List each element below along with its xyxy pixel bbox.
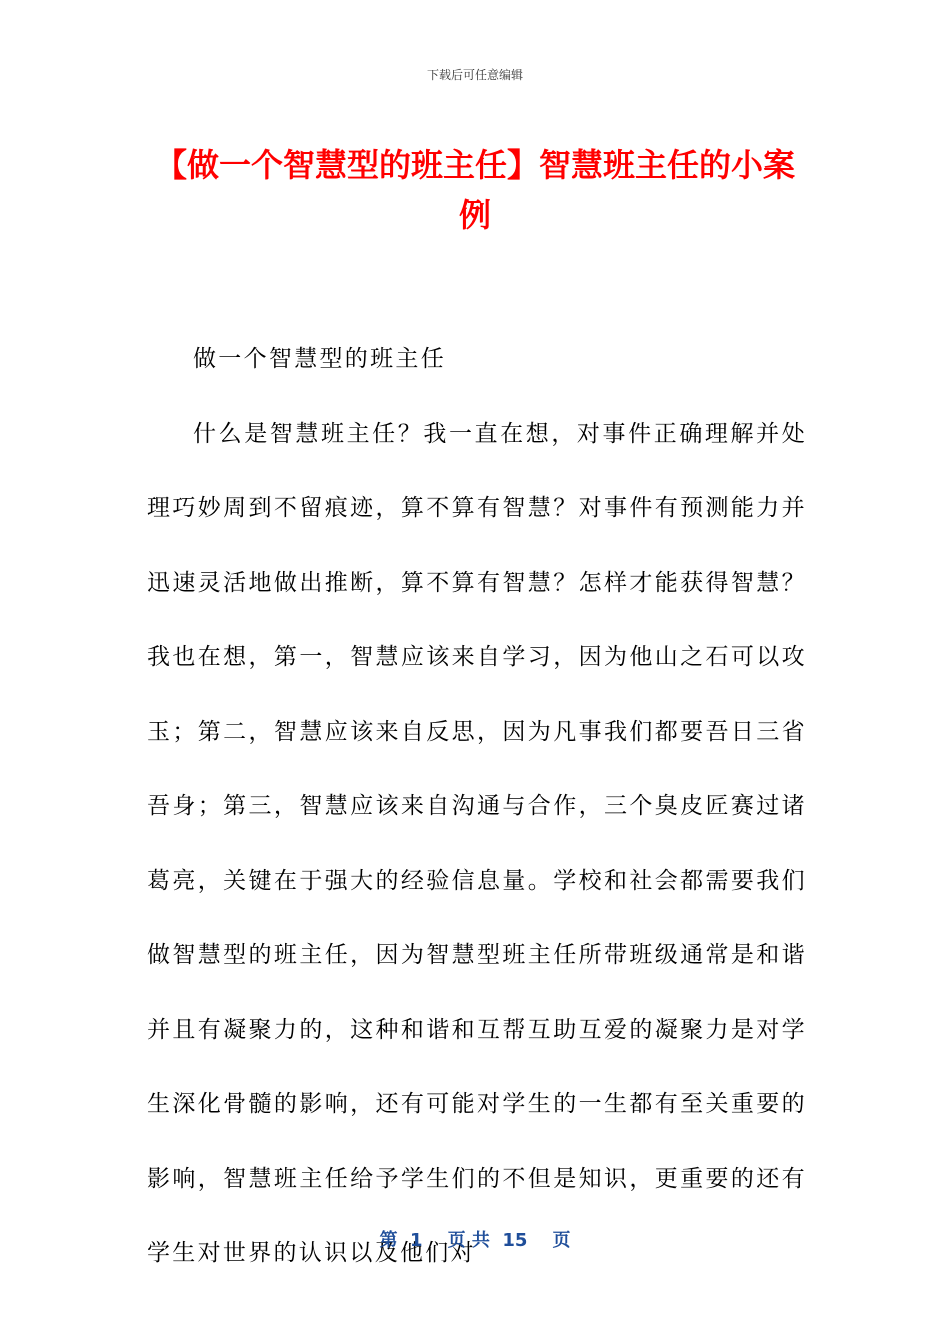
document-body — [147, 322, 807, 1291]
page-number-footer: 第 1 页 共 15 页 — [379, 1230, 571, 1251]
header-note: 下载后可任意编辑 — [426, 68, 523, 82]
paragraph-main: 什么是智慧班主任？我一直在想，对事件正确理解并处理巧妙周到不留痕迹，算不算有智慧？对事件有预测能力并迅速灵活地做出推断，算不算有智慧？怎样才能获得智慧？我也在想，第一，智慧应该来自学习，因为他山之石可以攻玉；第二，智慧应该来自反思，因为凡事我们都要吾日三省吾身；第三，智慧应该来自沟通与合作，三个臭皮匠赛过诸葛亮，关键在于强大的经验信息量。学校和社会都需要我们做智慧型的班主任，因为智慧型班主任所带班级通常是和谐并且有凝聚力的，这种和谐和互帮互助互爱的凝聚力是对学生深化骨髓的影响，还有可能对学生的一生都有至关重要的影响，智慧班主任给予学生们的不但是知识，更重要的还有学生对世界的认识以及他们对 — [147, 420, 807, 1266]
document-title: 【做一个智慧型的班主任】智慧班主任的小案例 — [154, 146, 795, 234]
paragraph-heading: 做一个智慧型的班主任 — [193, 346, 446, 372]
